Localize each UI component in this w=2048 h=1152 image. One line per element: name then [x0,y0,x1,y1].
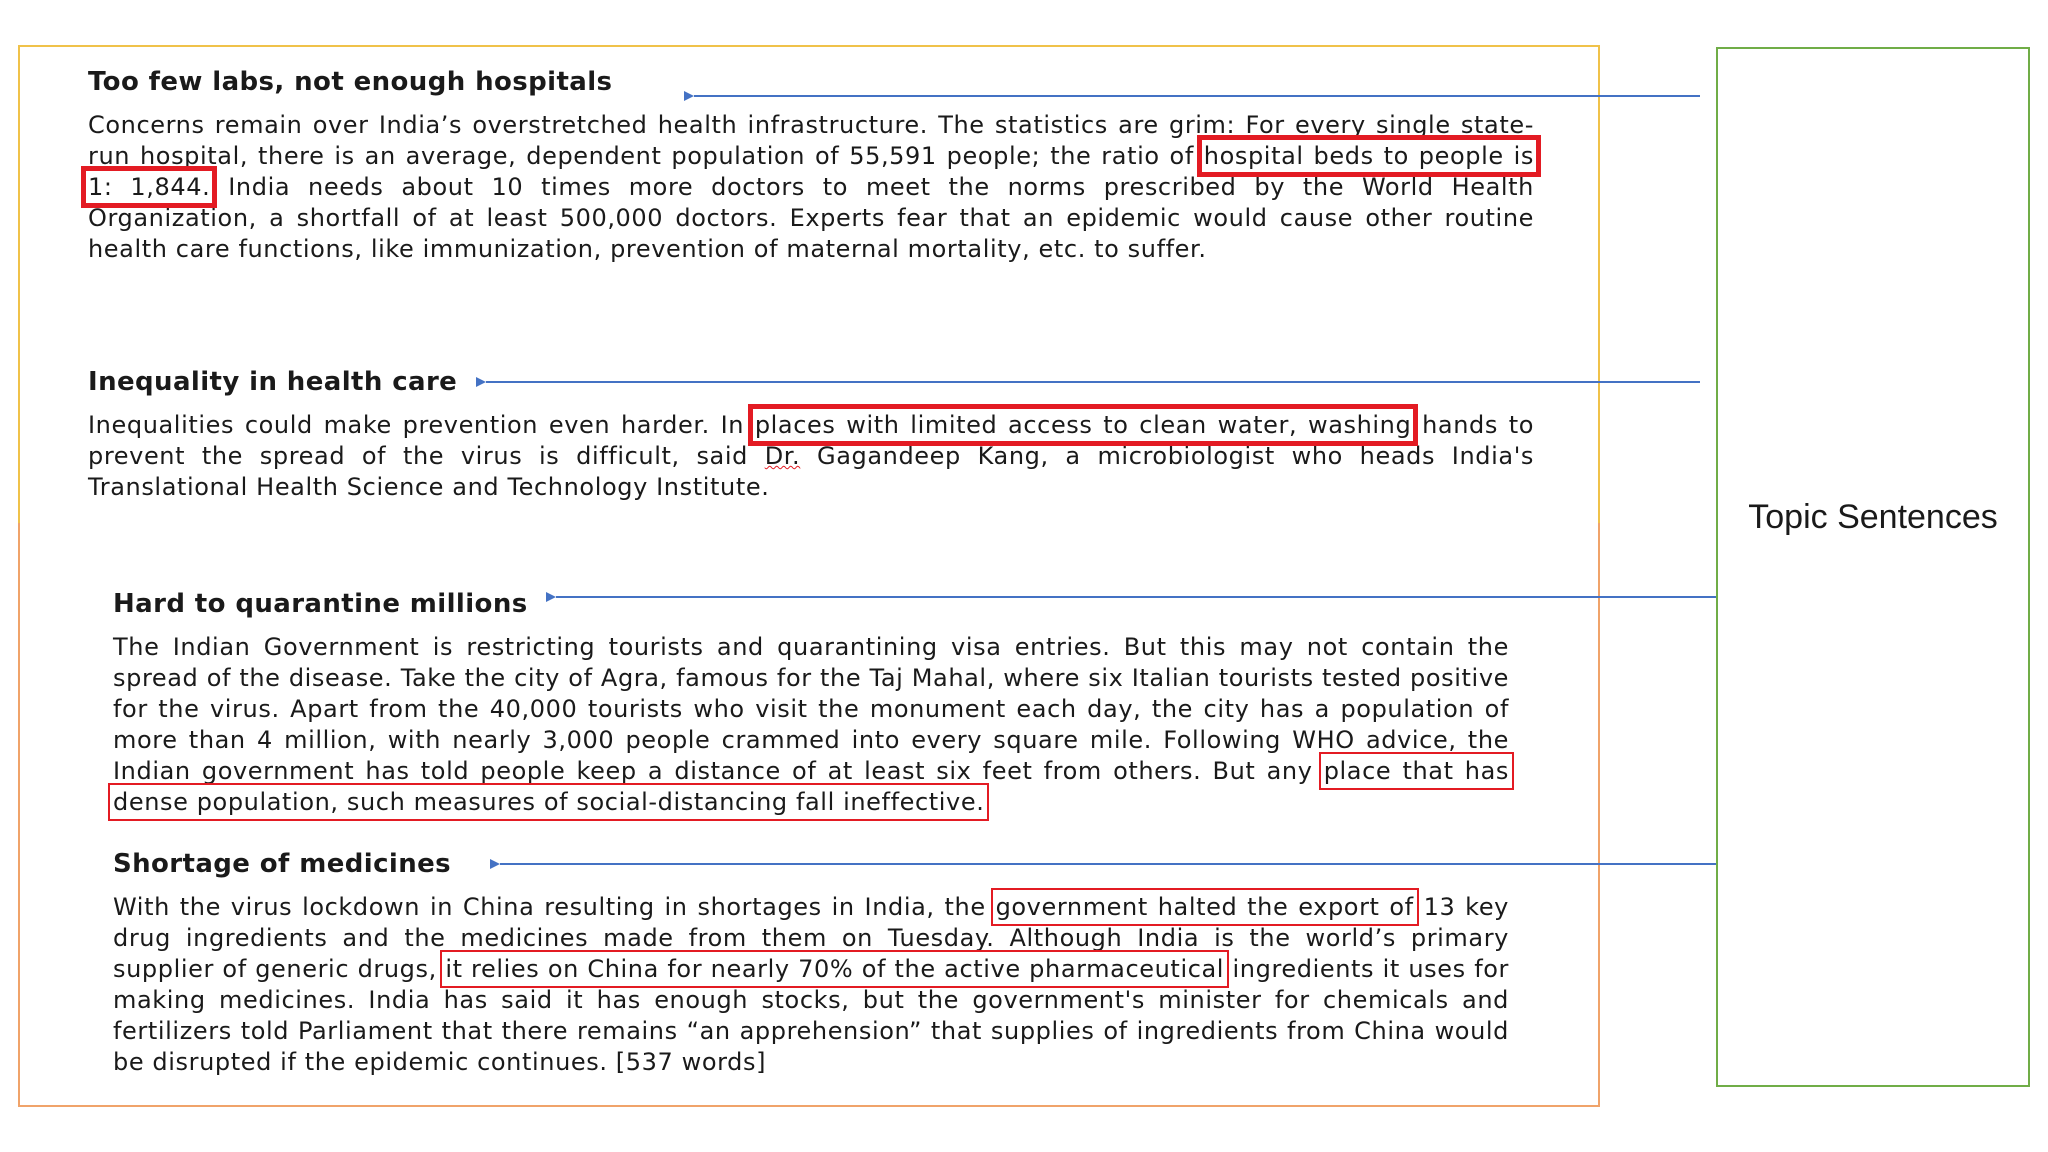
highlighted-phrase: it relies on China for nearly 70% of the active pharmaceutical [445,955,1225,983]
paragraph-text: With the virus lockdown in China resulting in shortages in India, the [113,893,996,921]
paragraph-text: The Indian Government is restricting tourists and quarantining visa entries. But this may not contain the spread of the disease. Take the city of Agra, famous for the Taj Mahal, where six Italian tourists tested positive for the virus. Apart from the 40,000 tourists who visit the monument each day, the city has a population of more than 4 million, with nearly 3,000 people crammed into every square mile. Following WHO advice, the Indian government has told people keep a distance of at least six feet from others. But any [113,633,1509,785]
spellcheck-word: Dr. [764,442,801,470]
section-heading: Too few labs, not enough hospitals [88,67,613,97]
section-heading: Shortage of medicines [113,849,452,879]
highlighted-phrase: hospital beds to people is 1: 1,844. [88,142,1534,201]
topic-sentences-box [1716,47,2030,1087]
paragraph-text: India needs about 10 times more doctors to meet the norms prescribed by the World Health Organization, a shortfall of at least 500,000 doctors. Experts fear that an epidemic would cause other routine health care functions, like immunization, prevention of maternal mortality, etc. to suffer. [88,173,1534,263]
highlighted-phrase: places with limited access to clean water, washing [754,411,1412,439]
section-paragraph [113,632,1509,818]
topic-sentences-label: Topic Sentences [1748,497,1998,536]
section-paragraph [113,892,1509,1078]
section-heading: Inequality in health care [88,367,458,397]
highlighted-phrase: government halted the export of [995,893,1414,921]
paragraph-text: hands to prevent the spread of the virus is difficult, said [88,411,1534,470]
paragraph-text: Inequalities could make prevention even harder. In [88,411,755,439]
paragraph-text: Concerns remain over India’s overstretched health infrastructure. The statistics are grim: For every single state-run hospital, there is an average, dependent population of 55,591 people; the ratio of [88,111,1534,170]
section-hospitals [88,66,1534,265]
section-paragraph [88,110,1534,265]
paragraph-text: ingredients it uses for making medicines. India has said it has enough stocks, but the government's minister for chemicals and fertilizers told Parliament that there remains “an apprehension” that supplies of ingredients from China would be disrupted if the epidemic continues. [537 words] [113,955,1509,1076]
paragraph-text: 13 key drug ingredients and the medicines made from them on Tuesday. Although India is the world’s primary supplier of generic drugs, [113,893,1509,983]
section-paragraph [88,410,1534,503]
section-quarantine [113,588,1509,818]
section-medicines [113,848,1509,1078]
section-heading: Hard to quarantine millions [113,589,528,619]
highlighted-phrase: place that has dense population, such measures of social-distancing fall ineffective. [113,757,1509,816]
section-inequality [88,366,1534,503]
paragraph-text: Gagandeep Kang, a microbiologist who heads India's Translational Health Science and Technology Institute. [88,442,1535,501]
